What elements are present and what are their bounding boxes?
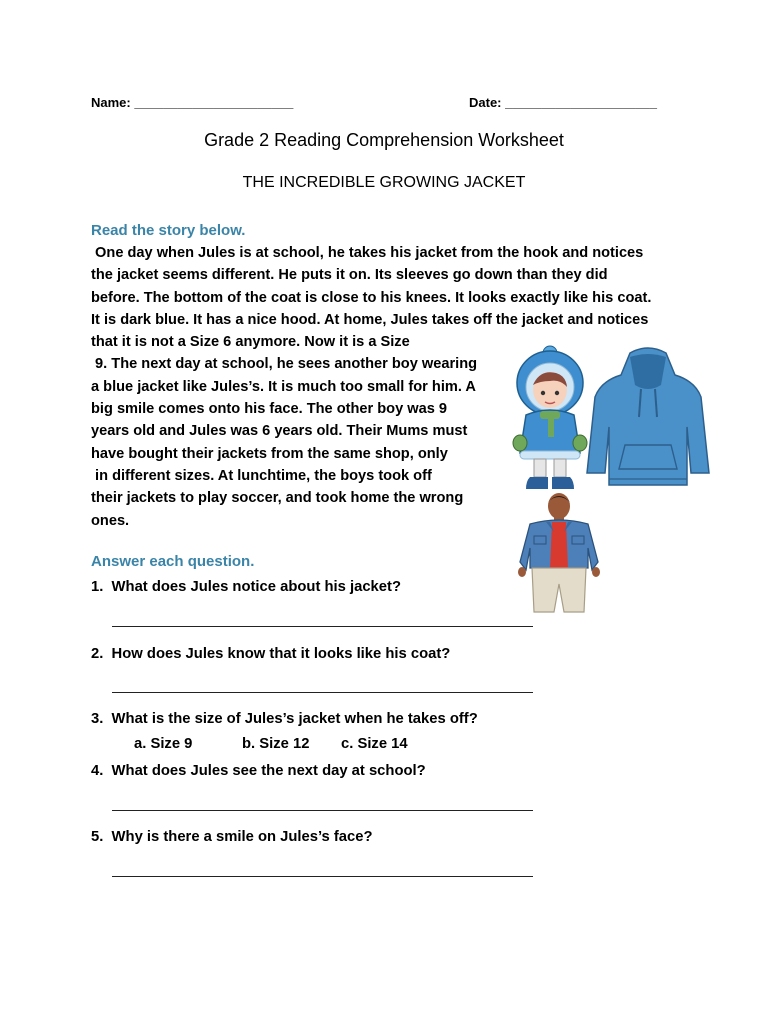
story-line: a blue jacket like Jules’s. It is much too small for him. A xyxy=(91,378,476,395)
question-2: 2. How does Jules know that it looks like his coat? xyxy=(91,646,451,662)
story-instruction: Read the story below. xyxy=(91,222,246,239)
boy-in-denim-jacket-icon xyxy=(512,492,606,614)
option-c: c. Size 14 xyxy=(341,736,408,752)
question-1: 1. What does Jules notice about his jacket? xyxy=(91,579,401,595)
story-line: in different sizes. At lunchtime, the boys took off xyxy=(91,467,432,484)
answer-line-1[interactable] xyxy=(112,626,533,627)
story-line: before. The bottom of the coat is close to his knees. It looks exactly like his coat. xyxy=(91,289,652,306)
questions-instruction: Answer each question. xyxy=(91,553,255,570)
answer-line-2[interactable] xyxy=(112,692,533,693)
option-a: a. Size 9 xyxy=(134,736,193,752)
story-line: the jacket seems different. He puts it on. Its sleeves go down than they did xyxy=(91,267,608,284)
question-3: 3. What is the size of Jules’s jacket when he takes off? xyxy=(91,711,478,727)
story-line: years old and Jules was 6 years old. Their Mums must xyxy=(91,423,468,440)
answer-line-4[interactable] xyxy=(112,810,533,811)
question-4: 4. What does Jules see the next day at school? xyxy=(91,763,426,779)
page-title: Grade 2 Reading Comprehension Worksheet xyxy=(204,130,564,150)
story-line: ones. xyxy=(91,512,130,529)
answer-line-5[interactable] xyxy=(112,876,533,877)
story-line: 9. The next day at school, he sees another boy wearing xyxy=(91,356,478,373)
story-line: big smile comes onto his face. The other boy was 9 xyxy=(91,401,448,418)
child-in-winter-coat-icon xyxy=(510,343,588,491)
story-title: THE INCREDIBLE GROWING JACKET xyxy=(242,174,526,191)
story-line: their jackets to play soccer, and took home the wrong xyxy=(91,490,464,507)
name-field-label: Name: ______________________ xyxy=(91,95,294,110)
story-line: One day when Jules is at school, he takes his jacket from the hook and notices xyxy=(91,245,644,261)
date-field-label: Date: _____________________ xyxy=(469,95,657,110)
story-line: have bought their jackets from the same shop, only xyxy=(91,445,448,462)
blue-hoodie-icon xyxy=(585,345,711,488)
story-line: that it is not a Size 6 anymore. Now it is a Size xyxy=(91,334,410,351)
story-line: It is dark blue. It has a nice hood. At home, Jules takes off the jacket and notices xyxy=(91,311,649,328)
option-b: b. Size 12 xyxy=(242,736,310,752)
question-5: 5. Why is there a smile on Jules’s face? xyxy=(91,829,373,845)
